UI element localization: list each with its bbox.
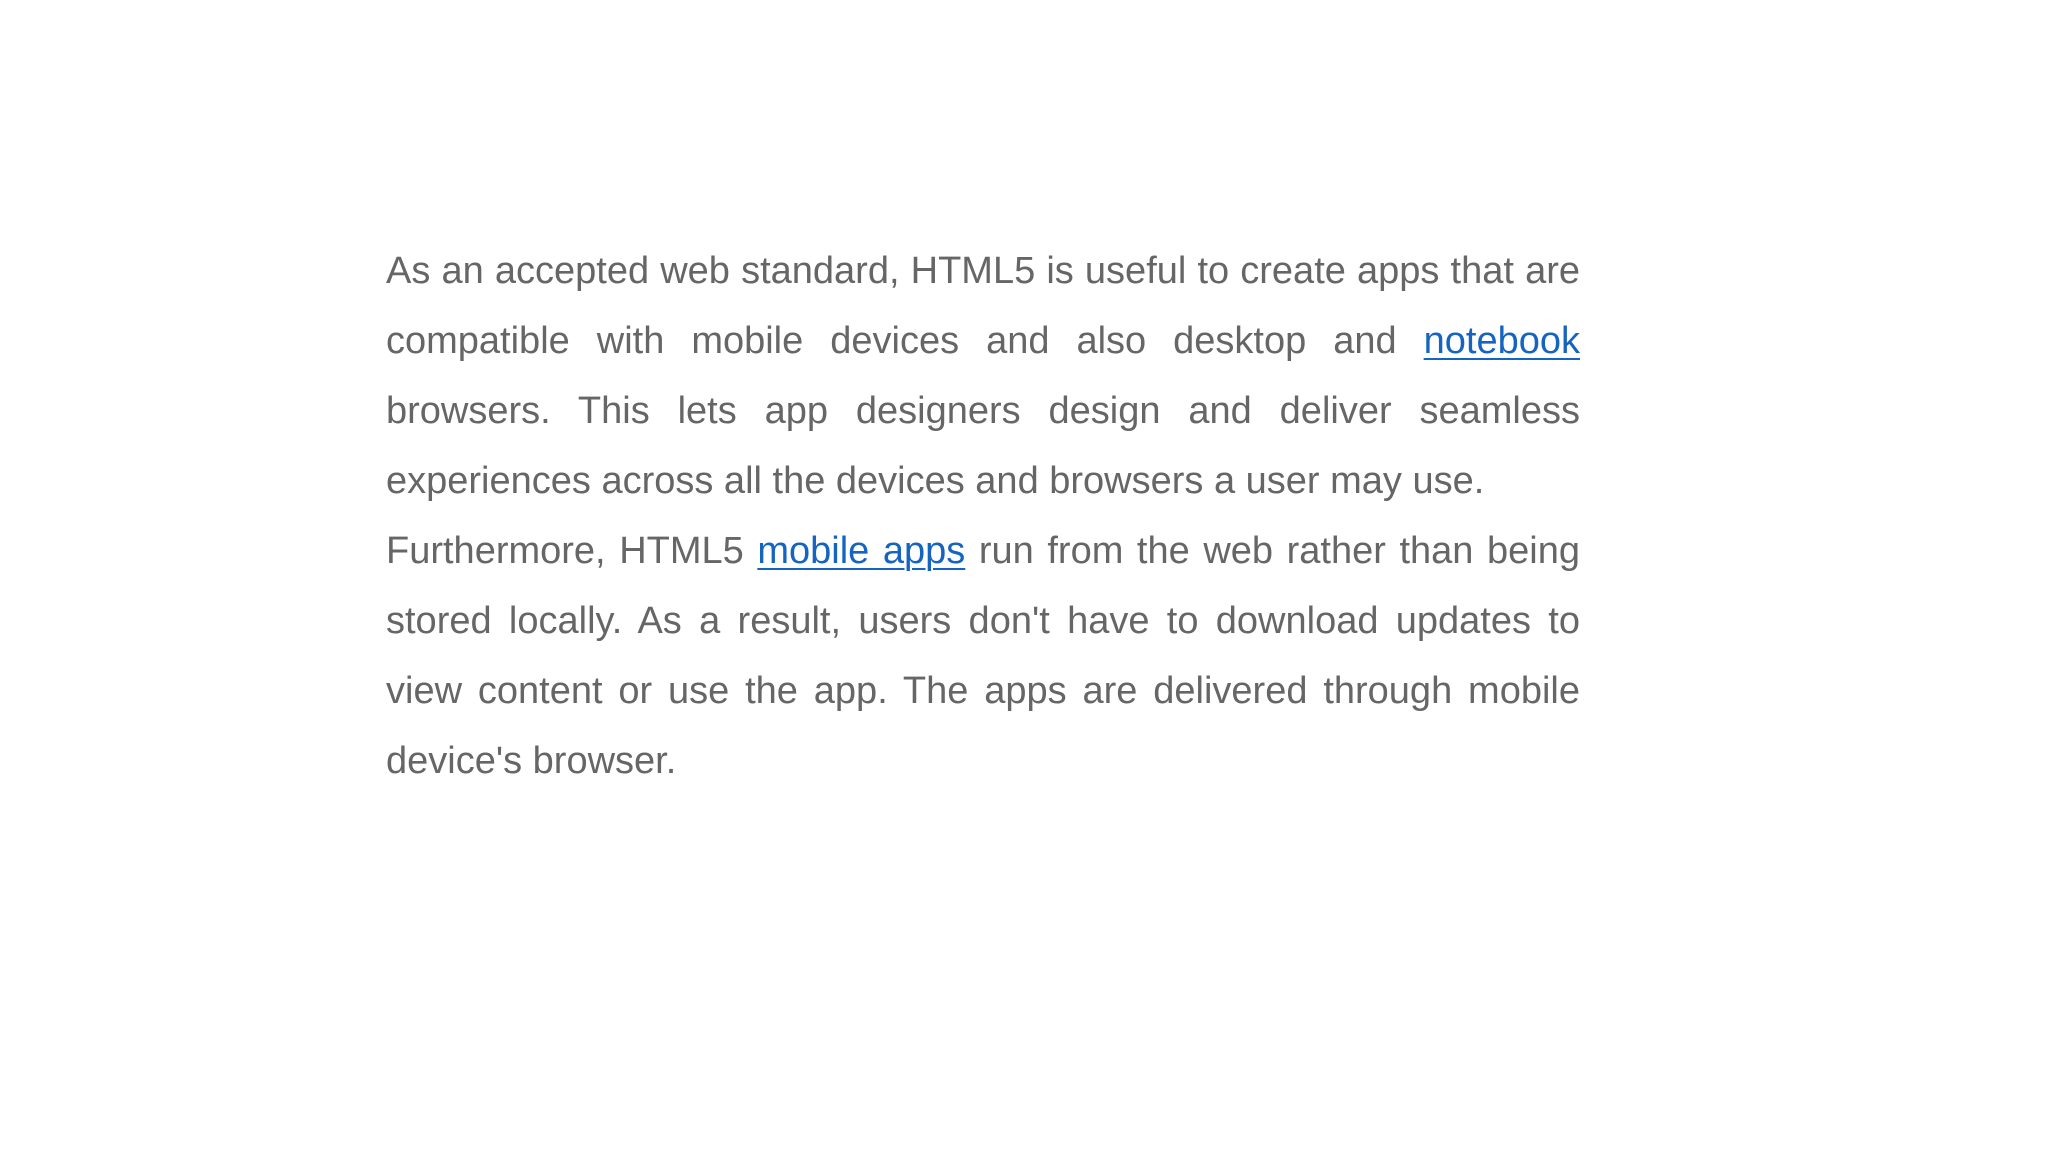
body-text-block	[386, 236, 1580, 796]
paragraph-2-text-end: run from the web rather than being stored locally. As a result, users don't have to download updates to view content or use the app. The apps are delivered through mobile device's browser.	[386, 530, 1580, 782]
paragraph-html5-standard	[386, 236, 1580, 516]
notebook-link[interactable]: notebook	[1423, 320, 1580, 362]
paragraph-1-text-start: As an accepted web standard, HTML5 is useful to create apps that are compatible with mobile devices and also desktop and	[386, 250, 1580, 362]
mobile-apps-link[interactable]: mobile apps	[757, 530, 966, 572]
paragraph-2-text-start: Furthermore, HTML5	[386, 530, 758, 572]
paragraph-1-text-end: browsers. This lets app designers design and deliver seamless experiences across all the devices and browsers a user may use.	[386, 390, 1580, 502]
paragraph-mobile-apps	[386, 516, 1580, 796]
